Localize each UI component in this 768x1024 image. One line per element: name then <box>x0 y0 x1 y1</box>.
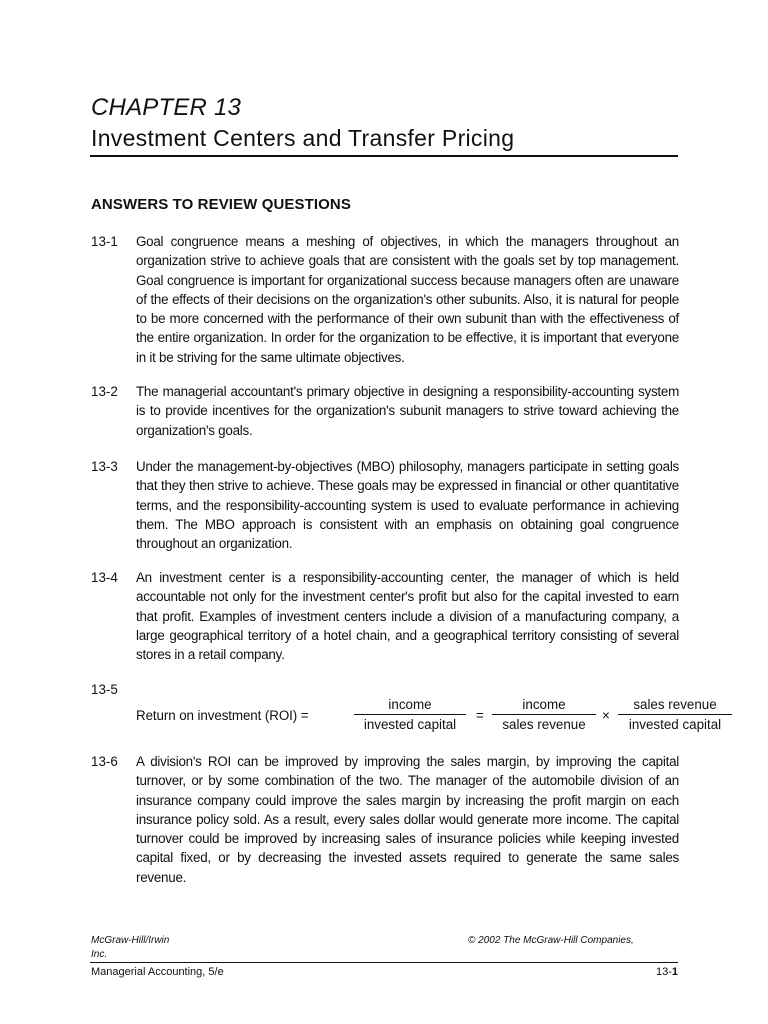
equals-sign: = <box>476 708 484 723</box>
multiply-sign: × <box>602 708 610 723</box>
question-answer-text: Goal congruence means a meshing of objectives, in which the managers throughout an organization strive to achieve goals that are consistent with the goals set by top management. Goal congruence is important for organizational success because managers often are unaware of the effects of their decisions on the organization's other subunits. Also, it is natural for people to be more concerned with the performance of their own subunit than with the effectiveness of the entire organization. In order for the organization to be effective, it is important that everyone in it be striving for the same ultimate objectives. <box>136 234 679 365</box>
question-number: 13-4 <box>91 570 118 585</box>
page-number-prefix: 13- <box>655 966 672 978</box>
question-number: 13-3 <box>91 459 118 474</box>
footer-publisher-continued: Inc. <box>91 949 108 960</box>
section-heading: ANSWERS TO REVIEW QUESTIONS <box>91 196 351 213</box>
formula-lhs: Return on investment (ROI) = <box>136 708 309 723</box>
question-answer-text: The managerial accountant's primary objective in designing a responsibility-accounting system is to provide incentives for the organization's subunit managers to strive toward achieving the organization's goals. <box>136 384 679 438</box>
chapter-title: Investment Centers and Transfer Pricing <box>91 125 515 151</box>
question-13-6 <box>91 752 679 887</box>
footer-divider <box>90 962 678 963</box>
chapter-number: CHAPTER 13 <box>91 94 242 121</box>
question-number: 13-1 <box>91 234 118 249</box>
fraction-numerator: income <box>522 697 566 712</box>
roi-formula <box>136 697 736 741</box>
question-number: 13-5 <box>91 682 118 697</box>
fraction-denominator: invested capital <box>628 717 722 732</box>
footer-publisher: McGraw-Hill/Irwin <box>91 935 170 946</box>
question-13-4 <box>91 568 679 664</box>
fraction-income-over-invested-capital <box>354 697 466 732</box>
footer-copyright: © 2002 The McGraw-Hill Companies, <box>468 935 634 946</box>
question-13-1 <box>91 232 679 367</box>
fraction-income-over-sales-revenue <box>492 697 596 732</box>
fraction-numerator: sales revenue <box>633 697 717 712</box>
fraction-numerator: income <box>388 697 432 712</box>
footer-book-title: Managerial Accounting, 5/e <box>91 966 224 978</box>
question-answer-text: A division's ROI can be improved by improving the sales margin, by improving the capital turnover, or by some combination of the two. The manager of the automobile division of an insurance company could improve the sales margin by increasing the profit margin on each insurance policy sold. As a result, every sales dollar would generate more income. The capital turnover could be improved by increasing sales of insurance policies while keeping invested capital fixed, or by decreasing the invested assets required to generate the same sales revenue. <box>136 754 679 885</box>
question-13-3 <box>91 457 679 553</box>
question-number: 13-6 <box>91 754 118 769</box>
page-number <box>640 966 678 978</box>
title-divider <box>90 155 678 157</box>
question-13-2 <box>91 382 679 440</box>
question-answer-text: An investment center is a responsibility-accounting center, the manager of which is held accountable not only for the investment center's profit but also for the capital invested to earn that profit. Examples of investment centers include a division of a manufacturing company, a large geographical territory of a hotel chain, and a geographical territory consisting of several stores in a retail company. <box>136 570 679 663</box>
fraction-denominator: invested capital <box>363 717 457 732</box>
fraction-sales-revenue-over-invested-capital <box>618 697 732 732</box>
page-number-value: 1 <box>671 966 678 978</box>
question-answer-text: Under the management-by-objectives (MBO) philosophy, managers participate in setting goals that they then strive to achieve. These goals may be expressed in financial or other quantitative terms, and the responsibility-accounting system is used to evaluate performance in achieving them. The MBO approach is consistent with an emphasis on obtaining goal congruence throughout an organization. <box>136 459 679 552</box>
question-number: 13-2 <box>91 384 118 399</box>
fraction-denominator: sales revenue <box>502 717 586 732</box>
